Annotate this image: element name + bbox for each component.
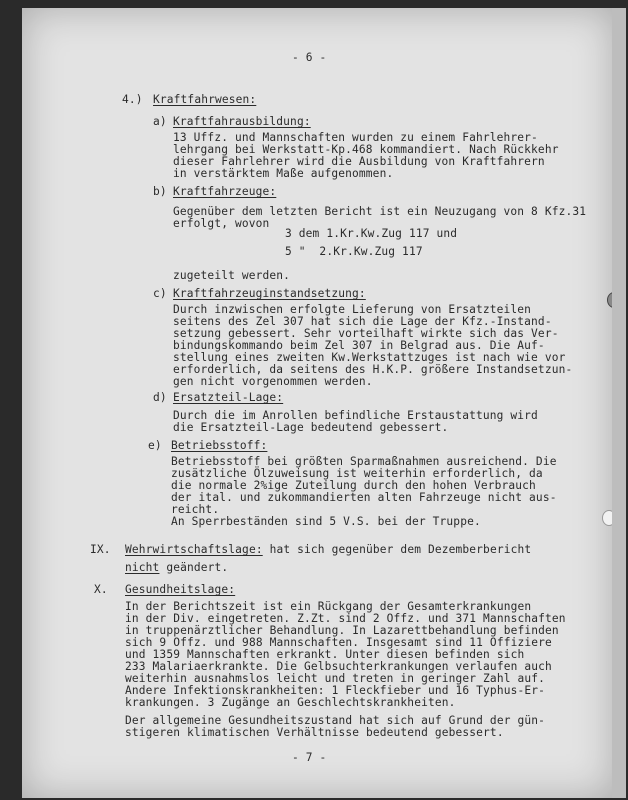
subsection-a-line: in verstärktem Maße aufgenommen. (173, 167, 394, 180)
section-10-line: sich 9 Offz. und 988 Mannschaften. Insgesamt sind 11 Offiziere (125, 636, 552, 649)
subsection-e-line: An Sperrbeständen sind 5 V.S. bei der Truppe. (171, 515, 481, 528)
subsection-d-line: die Ersatzteil-Lage bedeutend gebessert. (173, 421, 449, 434)
document-page (22, 8, 614, 798)
subsection-c-line: erforderlich, da seitens des H.K.P. größere Instandsetzun- (173, 363, 573, 376)
subsection-c-line: bindungskommando beim Zel 307 in Belgrad aus. Die Auf- (173, 339, 545, 352)
subsection-e-line: die normale 2%ige Zuteilung durch den hohen Verbrauch (171, 479, 536, 492)
subsection-e-label: e) (148, 439, 162, 452)
subsection-c-line: stellung eines zweiten Kw.Werkstattzuges ist nach wie vor (173, 351, 566, 364)
subsection-c-line: Durch inzwischen erfolgte Lieferung von Ersatzteilen (173, 303, 532, 316)
subsection-c-label: c) (153, 287, 167, 300)
subsection-b-line: 3 dem 1.Kr.Kw.Zug 117 und (285, 227, 458, 240)
section-4-title: Kraftfahrwesen: (153, 93, 257, 106)
section-10-title: Gesundheitslage: (125, 583, 236, 596)
subsection-d-label: d) (153, 391, 167, 404)
subsection-b-label: b) (153, 185, 167, 198)
subsection-b-title: Kraftfahrzeuge: (173, 185, 277, 198)
section-9-text-part: geändert. (159, 561, 229, 574)
punch-hole (607, 292, 621, 308)
section-9-text (125, 562, 228, 574)
section-10-line: krankungen. 3 Zugänge an Geschlechtskrankheiten. (125, 696, 456, 709)
subsection-b-line: 5 " 2.Kr.Kw.Zug 117 (285, 245, 423, 258)
section-9-emphasis: nicht (125, 561, 160, 574)
section-9-number: IX. (90, 543, 111, 556)
subsection-c-line: gen nicht vorgenommen werden. (173, 375, 373, 388)
subsection-b-line: erfolgt, wovon (173, 217, 270, 230)
subsection-b-line: zugeteilt werden. (173, 269, 291, 282)
subsection-e-line: reicht. (171, 503, 220, 516)
subsection-c-line: setzung gebessert. Sehr vorteilhaft wirkte sich das Ver- (173, 327, 559, 340)
subsection-a-line: 13 Uffz. und Mannschaften wurden zu einem Fahrlehrer- (173, 131, 538, 144)
subsection-a-line: lehrgang bei Werkstatt-Kp.468 kommandiert. Nach Rückkehr (173, 143, 559, 156)
subsection-c-line: seitens des Zel 307 hat sich die Lage der Kfz.-Instand- (173, 315, 552, 328)
section-10-line: 233 Malariaerkrankte. Die Gelbsuchterkrankungen verlaufen auch (125, 660, 552, 673)
subsection-d-title: Ersatzteil-Lage: (173, 391, 284, 404)
subsection-c-title: Kraftfahrzeuginstandsetzung: (173, 287, 366, 300)
section-10-line: In der Berichtszeit ist ein Rückgang der Gesamterkrankungen (125, 600, 532, 613)
section-10-line: Andere Infektionskrankheiten: 1 Fleckfieber und 16 Typhus-Er- (125, 684, 546, 697)
subsection-e-line: Betriebsstoff bei größten Sparmaßnahmen ausreichend. Die (171, 455, 557, 468)
section-10-line: weiterhin ausnahmslos leicht und treten in geringer Zahl auf. (125, 672, 546, 685)
section-10-closing-line: stigeren klimatischen Verhältnisse bedeutend gebessert. (125, 726, 504, 739)
section-10-line: in truppenärztlicher Behandlung. In Lazarettbehandlung befinden (125, 624, 559, 637)
subsection-e-line: der ital. und zukommandierten alten Fahrzeuge nicht aus- (171, 491, 557, 504)
section-10-line: und 1359 Mannschaften erkrankt. Unter diesen befinden sich (125, 648, 525, 661)
page-number-top: - 6 - (292, 51, 327, 64)
subsection-a-line: dieser Fahrlehrer wird die Ausbildung von Kraftfahrern (173, 155, 545, 168)
punch-hole (602, 510, 616, 526)
section-4-number: 4.) (122, 93, 143, 106)
section-9-title: Wehrwirtschaftslage: (125, 543, 263, 556)
section-10-line: in der Div. eingetreten. Z.Zt. sind 2 Offz. und 371 Mannschaften (125, 612, 566, 625)
section-9-text (125, 544, 531, 556)
subsection-a-title: Kraftfahrausbildung: (173, 115, 311, 128)
subsection-e-line: zusätzliche Ölzuweisung ist weiterhin erforderlich, da (171, 467, 543, 480)
subsection-a-label: a) (153, 115, 167, 128)
section-10-closing-line: Der allgemeine Gesundheitszustand hat sich auf Grund der gün- (125, 714, 546, 727)
section-10-number: X. (94, 583, 108, 596)
page-number-bottom: - 7 - (292, 751, 327, 764)
subsection-d-line: Durch die im Anrollen befindliche Erstaustattung wird (173, 409, 538, 422)
subsection-e-title: Betriebsstoff: (171, 439, 268, 452)
section-9-text-part: hat sich gegenüber dem Dezemberbericht (262, 543, 532, 556)
subsection-b-line: Gegenüber dem letzten Bericht ist ein Neuzugang von 8 Kfz.31 (173, 205, 587, 218)
